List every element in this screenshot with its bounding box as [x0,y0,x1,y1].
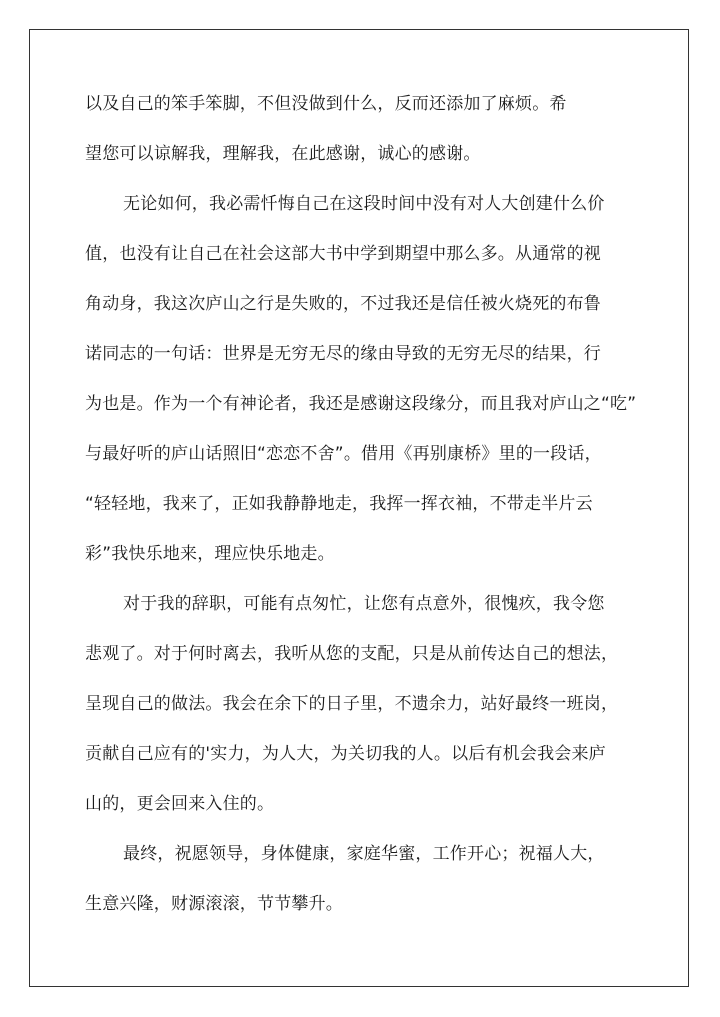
text-line: 无论如何，我必需忏悔自己在这段时间中没有对人大创建什么价 [123,194,605,214]
text-line: 山的，更会回来入住的。 [85,794,275,814]
text-line: 呈现自己的做法。我会在余下的日子里，不遗余力，站好最终一班岗， [85,694,619,714]
text-line: 为也是。作为一个有神论者，我还是感谢这段缘分，而且我对庐山之“吃” [85,394,637,414]
text-line: “轻轻地，我来了，正如我静静地走，我挥一挥衣袖，不带走半片云 [85,494,593,514]
text-line: 望您可以谅解我，理解我，在此感谢，诚心的感谢。 [85,144,481,164]
text-line: 以及自己的笨手笨脚，不但没做到什么，反而还添加了麻烦。希 [85,94,567,114]
text-line: 与最好听的庐山话照旧“恋恋不舍”。借用《再别康桥》里的一段话， [85,444,602,464]
text-line: 贡献自己应有的'实力，为人大，为关切我的人。以后有机会我会来庐 [85,744,606,764]
text-line: 悲观了。对于何时离去，我听从您的支配，只是从前传达自己的想法， [85,644,619,664]
text-line: 对于我的辞职，可能有点匆忙，让您有点意外，很愧疚，我令您 [123,594,605,614]
text-line: 彩”我快乐地来，理应快乐地走。 [85,544,335,564]
text-line: 诺同志的一句话：世界是无穷无尽的缘由导致的无穷无尽的结果，行 [85,344,601,364]
text-line: 生意兴隆，财源滚滚，节节攀升。 [85,894,343,914]
text-line: 角动身，我这次庐山之行是失败的，不过我还是信任被火烧死的布鲁 [85,294,601,314]
text-line: 值，也没有让自己在社会这部大书中学到期望中那么多。从通常的视 [85,244,601,264]
text-line: 最终，祝愿领导，身体健康，家庭华蜜，工作开心；祝福人大， [123,844,605,864]
